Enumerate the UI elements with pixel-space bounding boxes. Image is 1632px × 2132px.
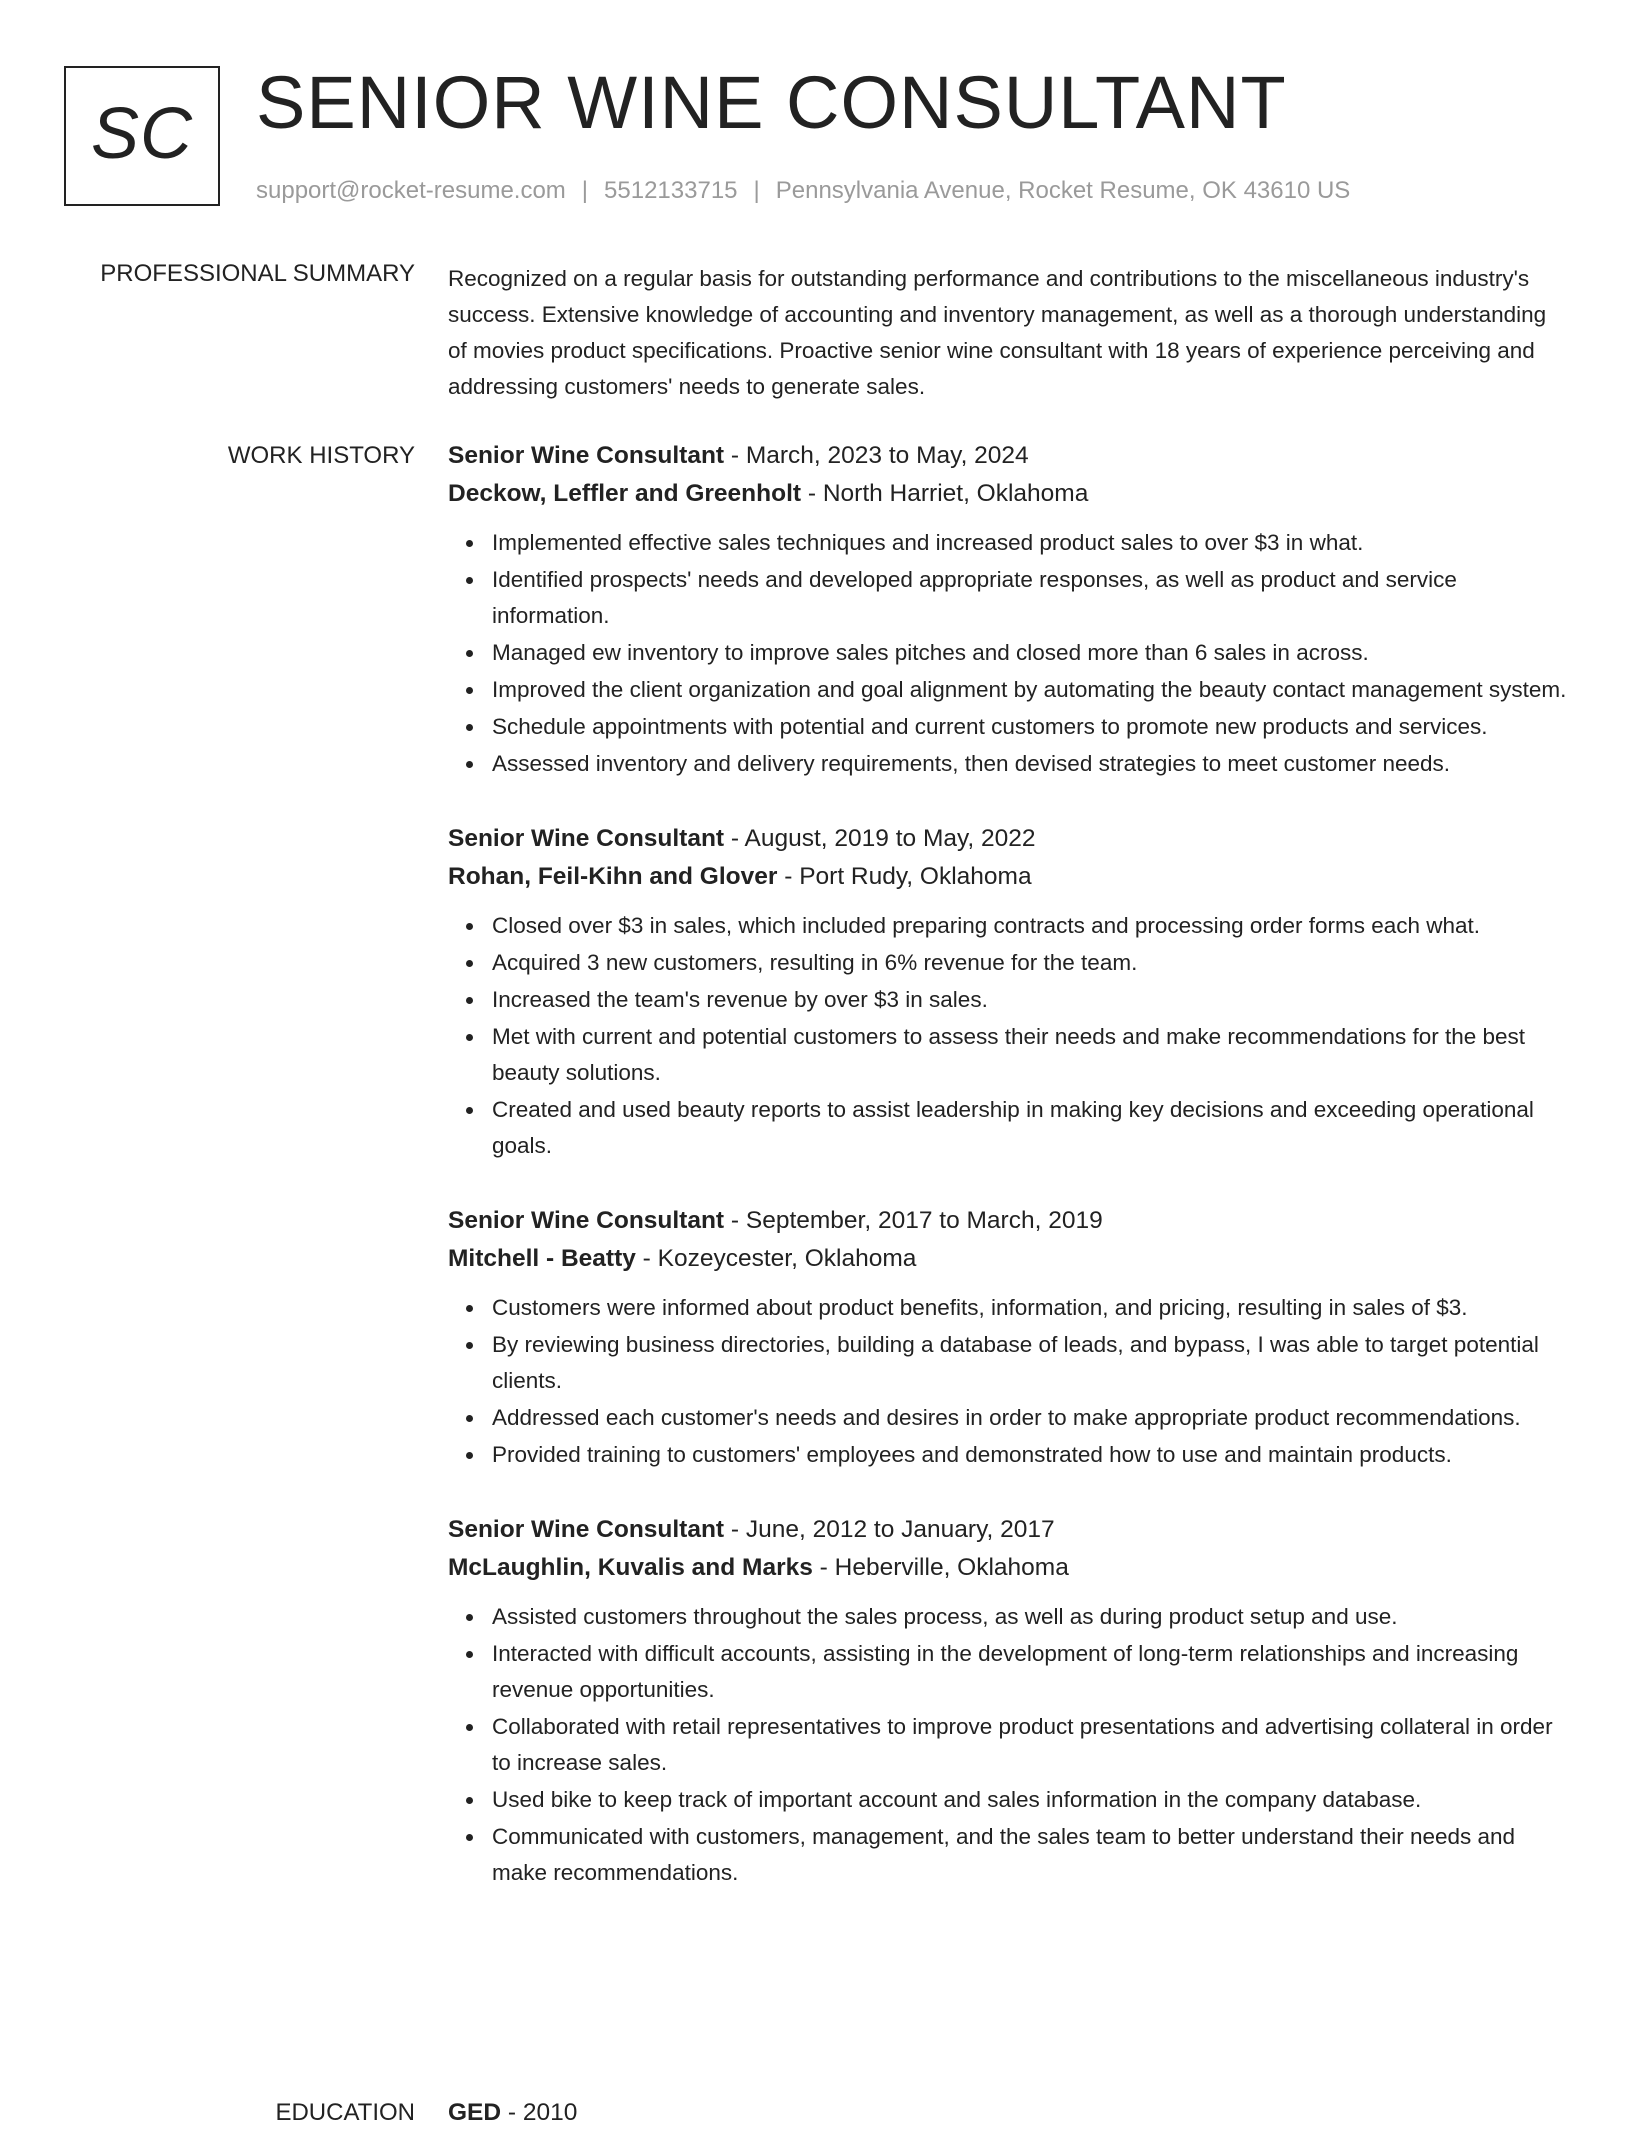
job-title-line [448,1202,1568,1240]
job-bullets [448,1290,1568,1473]
bullet-item: Assessed inventory and delivery requirements, then devised strategies to meet customer needs. [492,746,1568,782]
job-role: Senior Wine Consultant [448,1207,725,1234]
job-dates: - August, 2019 to May, 2022 [724,825,1036,852]
contact-separator: | [753,177,760,204]
section-label-summary: PROFESSIONAL SUMMARY [100,260,415,287]
job-company: Deckow, Leffler and Greenholt [448,480,802,507]
job-company-line [448,1240,1568,1278]
education-line [448,2094,1568,2132]
bullet-item: By reviewing business directories, building a database of leads, and bypass, I was able to target potential clients. [492,1327,1568,1399]
job-bullets [448,908,1568,1164]
bullet-item: Increased the team's revenue by over $3 in sales. [492,982,1568,1018]
contact-address: Pennsylvania Avenue, Rocket Resume, OK 43610 US [775,177,1351,204]
bullet-item: Schedule appointments with potential and current customers to promote new products and services. [492,709,1568,745]
bullet-item: Met with current and potential customers to assess their needs and make recommendations for the best beauty solutions. [492,1019,1568,1091]
contact-line [256,175,1350,207]
job-location: - Heberville, Oklahoma [812,1554,1069,1581]
job-dates: - June, 2012 to January, 2017 [724,1516,1055,1543]
job-location: - North Harriet, Oklahoma [801,480,1089,507]
job-entry [448,1202,1568,1473]
job-dates: - September, 2017 to March, 2019 [724,1207,1103,1234]
job-company: McLaughlin, Kuvalis and Marks [448,1554,813,1581]
job-location: - Port Rudy, Oklahoma [777,863,1032,890]
job-title-line [448,437,1568,475]
work-history-body [448,437,1568,1929]
job-role: Senior Wine Consultant [448,825,725,852]
bullet-item: Collaborated with retail representatives to improve product presentations and advertising collateral in order to increase sales. [492,1709,1568,1781]
job-title-line [448,1511,1568,1549]
bullet-item: Customers were informed about product benefits, information, and pricing, resulting in sales of $3. [492,1290,1568,1326]
job-title-line [448,820,1568,858]
job-company: Mitchell - Beatty [448,1245,636,1272]
summary-body [448,261,1568,405]
job-role: Senior Wine Consultant [448,442,725,469]
section-label-work-history: WORK HISTORY [227,442,415,469]
bullet-item: Addressed each customer's needs and desires in order to make appropriate product recommendations. [492,1400,1568,1436]
bullet-item: Closed over $3 in sales, which included preparing contracts and processing order forms each what. [492,908,1568,944]
job-dates: - March, 2023 to May, 2024 [724,442,1029,469]
contact-email: support@rocket-resume.com [256,177,566,204]
summary-text: Recognized on a regular basis for outstanding performance and contributions to the miscellaneous industry's success. Extensive knowledge of accounting and inventory management, as well as a thorough understanding of movies product specifications. Proactive senior wine consultant with 18 years of experience perceiving and addressing customers' needs to generate sales. [448,266,1547,399]
bullet-item: Created and used beauty reports to assist leadership in making key decisions and exceeding operational goals. [492,1092,1568,1164]
job-bullets [448,1599,1568,1891]
education-body [448,2094,1568,2132]
section-label-education: EDUCATION [275,2099,415,2126]
bullet-item: Improved the client organization and goal alignment by automating the beauty contact management system. [492,672,1568,708]
contact-separator: | [581,177,589,204]
education-year: - 2010 [501,2099,578,2126]
contact-phone: 5512133715 [604,177,738,204]
monogram-logo [64,66,220,206]
bullet-item: Acquired 3 new customers, resulting in 6% revenue for the team. [492,945,1568,981]
job-entry [448,1511,1568,1891]
job-entry [448,820,1568,1164]
job-company-line [448,1549,1568,1587]
bullet-item: Assisted customers throughout the sales process, as well as during product setup and use. [492,1599,1568,1635]
page-title: SENIOR WINE CONSULTANT [256,61,1287,144]
bullet-item: Communicated with customers, management, and the sales team to better understand their needs and make recommendations. [492,1819,1568,1891]
job-company: Rohan, Feil-Kihn and Glover [448,863,778,890]
bullet-item: Provided training to customers' employees and demonstrated how to use and maintain products. [492,1437,1568,1473]
bullet-item: Managed ew inventory to improve sales pitches and closed more than 6 sales in across. [492,635,1568,671]
job-bullets [448,525,1568,782]
job-location: - Kozeycester, Oklahoma [635,1245,917,1272]
bullet-item: Identified prospects' needs and developed appropriate responses, as well as product and service information. [492,562,1568,634]
monogram-initials: SC [90,94,194,174]
job-role: Senior Wine Consultant [448,1516,725,1543]
bullet-item: Implemented effective sales techniques and increased product sales to over $3 in what. [492,525,1568,561]
job-entry [448,437,1568,782]
bullet-item: Interacted with difficult accounts, assisting in the development of long-term relationships and increasing revenue opportunities. [492,1636,1568,1708]
job-company-line [448,475,1568,513]
job-company-line [448,858,1568,896]
bullet-item: Used bike to keep track of important account and sales information in the company database. [492,1782,1568,1818]
education-degree: GED [448,2099,502,2126]
